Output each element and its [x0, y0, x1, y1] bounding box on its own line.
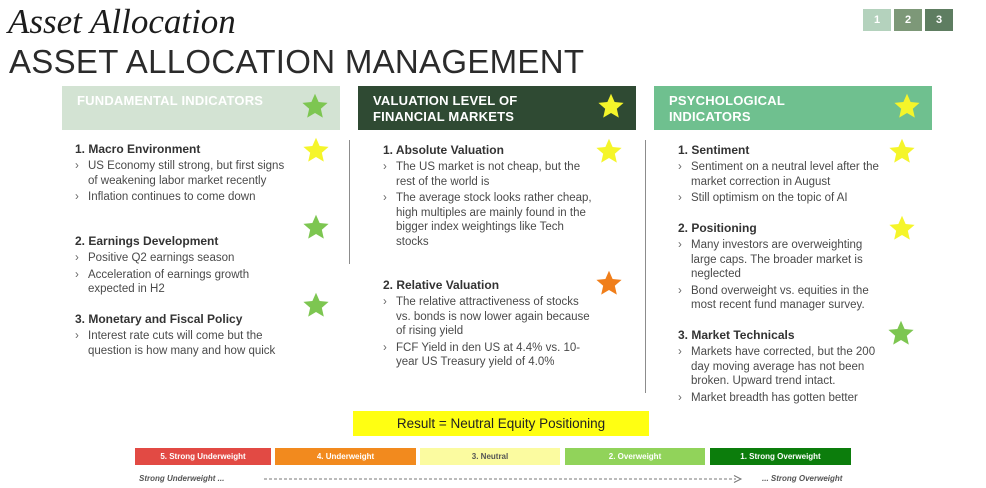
star-icon — [301, 92, 329, 120]
section-earnings-development — [75, 234, 290, 297]
page-tab-3[interactable]: 3 — [925, 9, 953, 31]
column-header — [654, 86, 932, 130]
scale-step-overweight: 2. Overweight — [565, 448, 705, 465]
column-valuation-level — [358, 86, 636, 130]
section-macro-environment — [75, 142, 290, 205]
section-relative-valuation — [383, 278, 593, 370]
bullet: › US Economy still strong, but first signs of weakening labor market recently — [75, 159, 290, 188]
star-icon — [302, 213, 330, 241]
divider — [645, 140, 646, 393]
page-tabs — [863, 9, 953, 31]
bullet: › Interest rate cuts will come but the question is how many and how quick — [75, 329, 290, 358]
bullet: › Inflation continues to come down — [75, 190, 290, 205]
star-icon — [887, 319, 915, 347]
section-title: 1. Sentiment — [678, 143, 750, 157]
bullet: › Positive Q2 earnings season — [75, 251, 290, 266]
column-header-label: FUNDAMENTAL INDICATORS — [77, 93, 264, 108]
scale-step-neutral: 3. Neutral — [420, 448, 560, 465]
bullet: › Market breadth has gotten better — [678, 391, 890, 406]
divider — [349, 140, 350, 264]
scale-left-label: Strong Underweight ... — [139, 474, 225, 483]
section-absolute-valuation — [383, 143, 593, 249]
scale-step-strong-overweight: 1. Strong Overweight — [710, 448, 851, 465]
bullet: › Still optimism on the topic of AI — [678, 191, 890, 206]
section-market-technicals — [678, 328, 890, 405]
script-title: Asset Allocation — [8, 2, 236, 41]
star-icon — [302, 291, 330, 319]
bullet: › Acceleration of earnings growth expected in H2 — [75, 268, 290, 297]
star-icon — [595, 137, 623, 165]
bullet: › Sentiment on a neutral level after the market correction in August — [678, 160, 890, 189]
section-sentiment — [678, 143, 890, 206]
bullet: › Bond overweight vs. equities in the most recent fund manager survey. — [678, 284, 890, 313]
page-title: ASSET ALLOCATION MANAGEMENT — [9, 43, 585, 80]
bullet: › Markets have corrected, but the 200 day moving average has not been broken. Upward trend intact. — [678, 345, 890, 389]
bullet: › FCF Yield in den US at 4.4% vs. 10-year US Treasury yield of 4.0% — [383, 341, 593, 370]
star-icon — [893, 92, 921, 120]
scale-step-underweight: 4. Underweight — [275, 448, 416, 465]
bullet: › The relative attractiveness of stocks vs. bonds is now lower again because of rising yield — [383, 295, 593, 339]
bullet: › The US market is not cheap, but the rest of the world is — [383, 160, 593, 189]
star-icon — [302, 136, 330, 164]
section-title: 2. Relative Valuation — [383, 278, 500, 292]
section-title: 3. Market Technicals — [678, 328, 795, 342]
section-title: 2. Positioning — [678, 221, 757, 235]
scale-step-strong-underweight: 5. Strong Underweight — [135, 448, 271, 465]
section-title: 3. Monetary and Fiscal Policy — [75, 312, 243, 326]
section-title: 2. Earnings Development — [75, 234, 219, 248]
page-tab-1[interactable]: 1 — [863, 9, 891, 31]
column-fundamental-indicators — [62, 86, 340, 130]
column-header-label: PSYCHOLOGICAL INDICATORS — [669, 93, 785, 124]
bullet: › The average stock looks rather cheap, high multiples are mainly found in the bigger index weightings like Tech stocks — [383, 191, 593, 249]
column-psychological-indicators — [654, 86, 932, 130]
section-title: 1. Macro Environment — [75, 142, 201, 156]
bullet: › Many investors are overweighting large caps. The broader market is neglected — [678, 238, 890, 282]
scale-right-label: ... Strong Overweight — [762, 474, 843, 483]
scale-arrow-icon — [264, 474, 744, 484]
column-header — [358, 86, 636, 130]
section-monetary-fiscal-policy — [75, 312, 290, 358]
star-icon — [597, 92, 625, 120]
result-bar: Result = Neutral Equity Positioning — [353, 411, 649, 436]
section-positioning — [678, 221, 890, 313]
star-icon — [888, 137, 916, 165]
star-icon — [888, 214, 916, 242]
column-header-label: VALUATION LEVEL OF FINANCIAL MARKETS — [373, 93, 518, 124]
section-title: 1. Absolute Valuation — [383, 143, 504, 157]
column-header — [62, 86, 340, 130]
star-icon — [595, 269, 623, 297]
page-tab-2[interactable]: 2 — [894, 9, 922, 31]
